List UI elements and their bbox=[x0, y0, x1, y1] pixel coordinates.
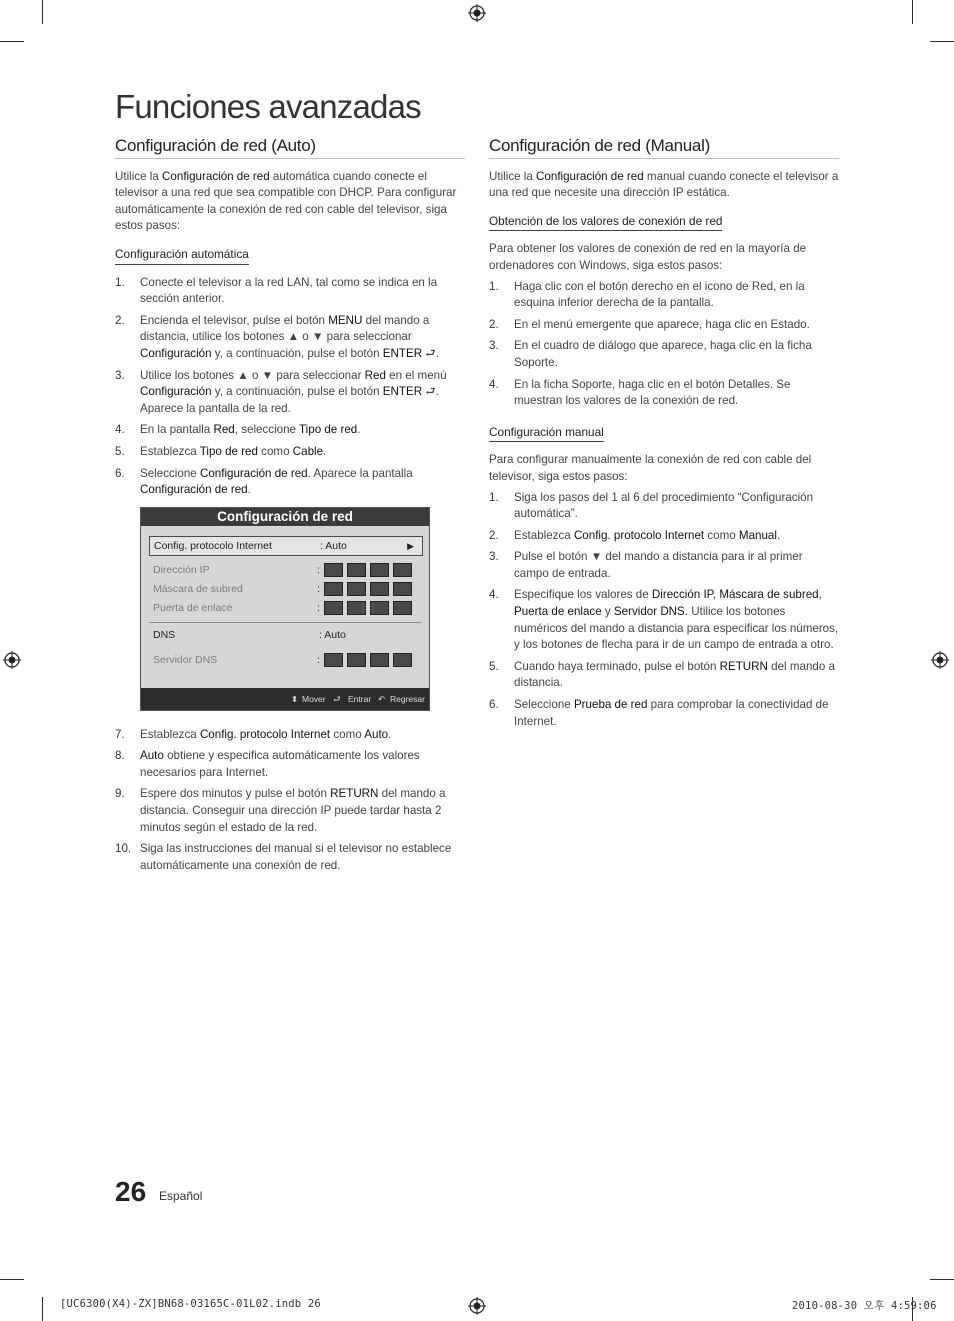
step-number: 4. bbox=[489, 377, 499, 391]
emphasized-term: Tipo de red bbox=[299, 423, 358, 437]
osd-mask-boxes bbox=[324, 582, 416, 600]
slug-file-info: [UC6300(X4)-ZX]BN68-03165C-01L02.indb 26 bbox=[60, 1298, 321, 1310]
text-run: automática cuando conecte el televisor a una red que sea compatible con DHCP. Para configurar automáticamente la conexión de red con cable del televisor, siga estos pasos: bbox=[115, 169, 457, 233]
list-item bbox=[115, 444, 465, 461]
osd-row-mask[interactable] bbox=[149, 580, 421, 598]
osd-dns-label: DNS bbox=[153, 628, 176, 641]
text-run: obtiene y especifica automáticamente los valores necesarios para Internet. bbox=[140, 749, 420, 779]
osd-row-gateway[interactable] bbox=[149, 599, 421, 617]
emphasized-term: MENU bbox=[328, 313, 363, 327]
crop-mark-icon bbox=[0, 1279, 24, 1280]
osd-dns-value: : Auto bbox=[319, 628, 346, 641]
text-run: . bbox=[247, 483, 251, 497]
intro-paragraph-auto bbox=[115, 169, 465, 235]
step-number: 6. bbox=[115, 466, 125, 480]
list-item bbox=[489, 377, 839, 410]
emphasized-term: Configuración de red bbox=[536, 169, 644, 183]
emphasized-term: Máscara de subred bbox=[719, 588, 819, 602]
text-run: del mando a distancia. bbox=[514, 659, 835, 690]
emphasized-term: Configuración bbox=[140, 346, 212, 360]
step-number: 2. bbox=[489, 317, 499, 331]
emphasized-term: ENTER bbox=[382, 346, 423, 360]
registration-mark-icon bbox=[931, 651, 949, 669]
step-number: 2. bbox=[489, 528, 499, 542]
emphasized-term: RETURN bbox=[330, 787, 379, 801]
text-run: En el menú emergente que aparece, haga clic en Estado. bbox=[514, 317, 810, 331]
list-item bbox=[115, 841, 465, 874]
text-run: Establezca bbox=[514, 528, 574, 542]
text-run: y, a continuación, pulse el botón bbox=[211, 385, 383, 399]
crop-mark-icon bbox=[930, 1279, 954, 1280]
text-run: En la ficha Soporte, haga clic en el botón Detalles. Se muestran los valores de la conexión de red. bbox=[514, 377, 791, 408]
osd-title: Configuración de red bbox=[141, 508, 429, 526]
page-title: Funciones avanzadas bbox=[115, 88, 421, 125]
list-item bbox=[489, 279, 839, 312]
osd-gateway-label: Puerta de enlace bbox=[153, 601, 233, 614]
crop-mark-icon bbox=[0, 41, 24, 42]
list-item bbox=[115, 422, 465, 439]
osd-colon: : bbox=[317, 582, 320, 595]
step-number: 9. bbox=[115, 787, 125, 801]
crop-mark-icon bbox=[930, 41, 954, 42]
emphasized-term: Config. protocolo Internet bbox=[199, 727, 331, 741]
text-run: Siga los pasos del 1 al 6 del procedimiento “Configuración automática”. bbox=[514, 490, 814, 521]
list-item bbox=[489, 659, 839, 692]
arrow-right-icon: ▶ bbox=[407, 540, 414, 551]
steps-list-get-values bbox=[489, 279, 839, 410]
list-item bbox=[115, 368, 465, 418]
osd-colon: : bbox=[317, 563, 320, 576]
text-run: , bbox=[818, 588, 822, 602]
emphasized-term: Tipo de red bbox=[199, 444, 258, 458]
left-column bbox=[115, 138, 465, 879]
text-run: Seleccione bbox=[140, 466, 200, 480]
text-run: en el menú bbox=[385, 368, 447, 382]
step-number: 1. bbox=[115, 275, 125, 289]
text-run: . bbox=[776, 528, 781, 542]
osd-row-dns-server[interactable] bbox=[149, 651, 421, 669]
text-run: Utilice la bbox=[115, 169, 163, 183]
list-item bbox=[115, 727, 465, 744]
osd-return-label: Regresar bbox=[390, 693, 425, 704]
list-item bbox=[489, 528, 839, 545]
list-item bbox=[489, 490, 839, 523]
get-values-intro: Para obtener los valores de conexión de red en la mayoría de ordenadores con Windows, siga estos pasos: bbox=[489, 242, 807, 272]
text-run: manual cuando conecte el televisor a una red que necesite una dirección IP estática. bbox=[489, 169, 839, 200]
crop-mark-icon bbox=[42, 0, 43, 24]
slug-date: 2010-08-30 오후 4:59:06 bbox=[792, 1300, 937, 1312]
crop-mark-icon bbox=[42, 1297, 43, 1321]
list-item bbox=[115, 748, 465, 781]
emphasized-term: Servidor DNS bbox=[613, 605, 685, 619]
text-run: . Utilice los botones numéricos del mando a distancia para especificar los números, y los botones de flecha para ir de un campo de entrada a otro. bbox=[514, 605, 839, 652]
osd-enter-label: Entrar bbox=[348, 693, 372, 704]
text-run: . bbox=[323, 444, 327, 458]
subheading-auto-config: Configuración automática bbox=[115, 246, 249, 265]
emphasized-term: Auto bbox=[140, 749, 164, 763]
step-number: 4. bbox=[115, 423, 125, 437]
emphasized-term: Red bbox=[364, 368, 386, 382]
text-run: del mando a distancia. Conseguir una dirección IP puede tardar hasta 2 minutos según el estado de la red. bbox=[140, 787, 446, 834]
emphasized-term: RETURN bbox=[719, 659, 768, 673]
text-run: y bbox=[601, 605, 614, 619]
text-run: como bbox=[257, 444, 293, 458]
step-number: 1. bbox=[489, 279, 499, 293]
section-heading-auto: Configuración de red (Auto) bbox=[115, 138, 465, 159]
emphasized-term: Auto bbox=[364, 727, 389, 741]
emphasized-term: Configuración de red bbox=[162, 169, 270, 183]
osd-row-dns[interactable] bbox=[149, 626, 421, 644]
text-run: Seleccione bbox=[514, 698, 574, 712]
osd-colon: : bbox=[317, 653, 320, 666]
page-number: 26 bbox=[115, 1176, 147, 1207]
text-run: Utilice los botones ▲ o ▼ para seleccionar bbox=[140, 368, 365, 382]
osd-row-protocol[interactable] bbox=[149, 536, 423, 556]
page-language: Español bbox=[159, 1189, 203, 1203]
text-run: Haga clic con el botón derecho en el icono de Red, en la esquina inferior derecha de la pantalla. bbox=[514, 279, 805, 310]
emphasized-term: Dirección IP bbox=[651, 588, 713, 602]
step-number: 3. bbox=[489, 339, 499, 353]
osd-ip-label: Dirección IP bbox=[153, 563, 210, 576]
text-run: como bbox=[704, 528, 739, 542]
osd-row-ip[interactable] bbox=[149, 561, 421, 579]
emphasized-term: ENTER bbox=[382, 385, 423, 399]
osd-footer bbox=[141, 688, 429, 710]
step-number: 6. bbox=[489, 698, 499, 712]
text-run: En el cuadro de diálogo que aparece, haga clic en la ficha Soporte. bbox=[514, 339, 812, 369]
emphasized-term: Puerta de enlace bbox=[514, 605, 602, 619]
text-run: Espere dos minutos y pulse el botón bbox=[140, 787, 331, 801]
enter-key-icon: ⮐ bbox=[333, 693, 341, 704]
step-number: 1. bbox=[489, 490, 499, 504]
text-run: , seleccione bbox=[234, 423, 300, 437]
step-number: 4. bbox=[489, 588, 499, 602]
text-run: como bbox=[330, 727, 365, 741]
list-item bbox=[115, 466, 465, 499]
osd-protocol-label: Config. protocolo Internet bbox=[154, 539, 272, 552]
registration-mark-icon bbox=[468, 4, 486, 22]
emphasized-term: Cable bbox=[292, 444, 324, 458]
osd-dns-server-boxes bbox=[324, 653, 416, 671]
emphasized-term: Config. protocolo Internet bbox=[573, 528, 705, 542]
text-run: Cuando haya terminado, pulse el botón bbox=[514, 659, 720, 673]
right-column bbox=[489, 138, 839, 735]
steps-list-auto-after bbox=[115, 727, 465, 875]
osd-colon: : bbox=[317, 601, 320, 614]
text-run: Siga las instrucciones del manual si el televisor no establece automáticamente una conexión de red. bbox=[140, 842, 452, 872]
osd-dns-server-label: Servidor DNS bbox=[153, 653, 218, 666]
registration-mark-icon bbox=[468, 1297, 486, 1315]
list-item bbox=[489, 697, 839, 730]
text-run: Establezca bbox=[140, 444, 200, 458]
list-item bbox=[489, 587, 839, 653]
list-item bbox=[115, 275, 465, 308]
registration-mark-icon bbox=[3, 651, 21, 669]
osd-ip-boxes bbox=[324, 563, 416, 581]
text-run: y, a continuación, pulse el botón bbox=[211, 346, 383, 360]
steps-list-manual bbox=[489, 490, 839, 731]
emphasized-term: Prueba de red bbox=[573, 698, 648, 712]
updown-arrow-icon: ⬍ bbox=[291, 693, 299, 704]
list-item bbox=[489, 338, 839, 371]
emphasized-term: Manual bbox=[738, 528, 777, 542]
emphasized-term: Red bbox=[213, 423, 235, 437]
list-item bbox=[489, 317, 839, 334]
text-run: . bbox=[357, 423, 361, 437]
text-run: . Aparece la pantalla bbox=[307, 466, 413, 480]
step-number: 10. bbox=[115, 842, 132, 856]
text-run: , bbox=[712, 588, 720, 602]
text-run: Conecte el televisor a la red LAN, tal como se indica en la sección anterior. bbox=[140, 275, 438, 306]
osd-divider bbox=[149, 622, 421, 623]
emphasized-term: Configuración bbox=[140, 385, 212, 399]
step-number: 3. bbox=[115, 368, 125, 382]
network-settings-osd bbox=[140, 507, 430, 711]
step-number: 8. bbox=[115, 749, 125, 763]
text-run: ⮐. bbox=[422, 346, 439, 360]
text-run: para comprobar la conectividad de Internet. bbox=[514, 698, 829, 728]
list-item bbox=[489, 549, 839, 582]
subheading-manual-config: Configuración manual bbox=[489, 424, 604, 443]
text-run: Establezca bbox=[140, 727, 200, 741]
text-run: Pulse el botón ▼ del mando a distancia para ir al primer campo de entrada. bbox=[514, 550, 803, 580]
text-run: En la pantalla bbox=[140, 423, 214, 437]
step-number: 5. bbox=[115, 444, 125, 458]
text-run: ⮐. Aparece la pantalla de la red. bbox=[140, 385, 439, 415]
text-run: Utilice la bbox=[489, 169, 537, 183]
crop-mark-icon bbox=[912, 0, 913, 24]
intro-paragraph-manual bbox=[489, 169, 839, 202]
osd-move-label: Mover bbox=[302, 693, 326, 704]
step-number: 5. bbox=[489, 659, 499, 673]
steps-list-auto bbox=[115, 275, 465, 499]
osd-protocol-value: : Auto bbox=[320, 539, 347, 552]
manual-config-intro: Para configurar manualmente la conexión de red con cable del televisor, siga estos pasos: bbox=[489, 453, 812, 483]
list-item bbox=[115, 313, 465, 363]
section-heading-manual: Configuración de red (Manual) bbox=[489, 138, 839, 159]
osd-gateway-boxes bbox=[324, 601, 416, 619]
step-number: 3. bbox=[489, 550, 499, 564]
list-item bbox=[115, 786, 465, 836]
subheading-get-values: Obtención de los valores de conexión de red bbox=[489, 213, 722, 232]
text-run: del mando a distancia, utilice los botones ▲ o ▼ para seleccionar bbox=[140, 313, 430, 344]
text-run: Especifique los valores de bbox=[514, 588, 652, 602]
osd-mask-label: Máscara de subred bbox=[153, 582, 243, 595]
text-run: Encienda el televisor, pulse el botón bbox=[140, 313, 329, 327]
step-number: 2. bbox=[115, 313, 125, 327]
return-arrow-icon: ↶ bbox=[378, 693, 386, 704]
emphasized-term: Configuración de red bbox=[199, 466, 308, 480]
step-number: 7. bbox=[115, 727, 125, 741]
text-run: . bbox=[388, 727, 392, 741]
emphasized-term: Configuración de red bbox=[140, 483, 248, 497]
